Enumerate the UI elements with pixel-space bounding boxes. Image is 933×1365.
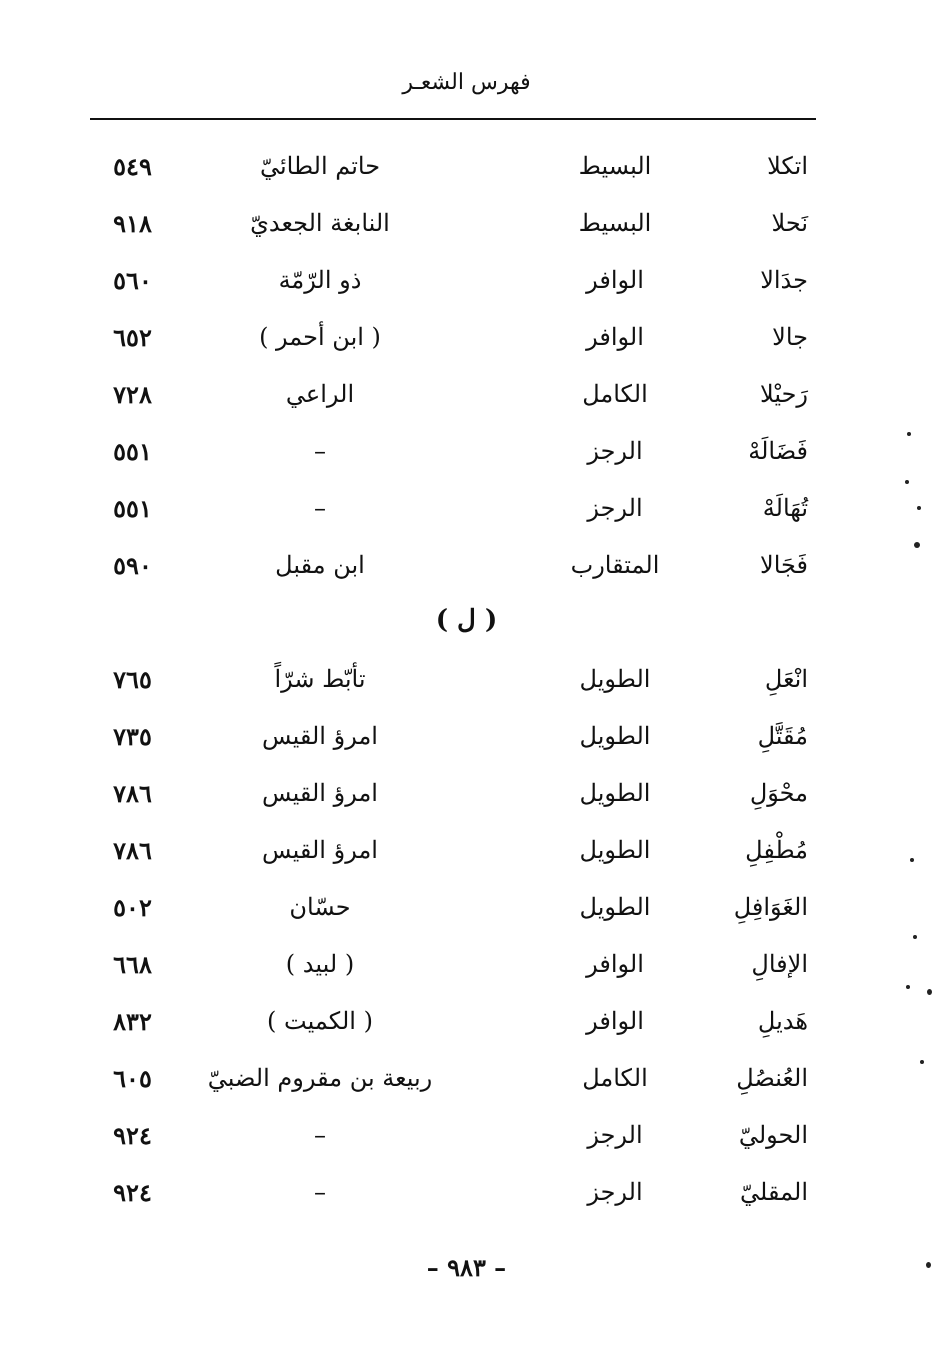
page-ref: ٧٨٦ (113, 779, 152, 808)
meter-name: الطويل (579, 893, 651, 921)
meter-name: المتقارب (570, 551, 660, 579)
margin-speck (913, 935, 917, 939)
page-ref: ٥٩٠ (113, 551, 152, 580)
page-ref: ٩٢٤ (113, 1178, 152, 1207)
margin-speck (914, 542, 920, 548)
index-row (0, 266, 933, 306)
index-row (0, 722, 933, 762)
page-ref: ٨٣٢ (113, 1007, 152, 1036)
meter-name: الطويل (579, 665, 651, 693)
rhyme-word: رَحيْلا (760, 380, 808, 408)
header-rule (90, 118, 816, 120)
rhyme-word: انْعَلِ (764, 665, 808, 693)
rhyme-word: جدَالا (760, 266, 808, 294)
rhyme-word: نَحلا (771, 209, 808, 237)
margin-speck (926, 1262, 931, 1268)
rhyme-word: الغَوَافِلِ (733, 893, 808, 921)
poet-name: – (314, 1121, 326, 1149)
poet-name: ( الكميت ) (267, 1007, 373, 1035)
page-number: – ٩٨٣ – (426, 1253, 507, 1282)
margin-speck (920, 1060, 924, 1064)
margin-speck (927, 989, 932, 995)
rhyme-word: تُهَالَهْ (762, 494, 808, 522)
meter-name: الوافر (586, 950, 644, 978)
running-header: فهرس الشعـر (402, 70, 531, 95)
meter-name: الكامل (582, 380, 648, 408)
rhyme-word: الإفالِ (751, 950, 808, 978)
page-ref: ٩١٨ (113, 209, 152, 238)
index-row (0, 380, 933, 420)
index-row (0, 1178, 933, 1218)
poet-name: – (314, 437, 326, 465)
meter-name: الرجز (587, 1121, 643, 1149)
meter-name: الوافر (586, 1007, 644, 1035)
page-ref: ٩٢٤ (113, 1121, 152, 1150)
poet-name: ابن مقبل (275, 551, 365, 579)
meter-name: الوافر (586, 266, 644, 294)
page-ref: ٧٢٨ (113, 380, 152, 409)
rhyme-word: المقليّ (740, 1178, 808, 1206)
page-ref: ٧٦٥ (113, 665, 152, 694)
poet-name: ربيعة بن مقروم الضبيّ (207, 1064, 433, 1092)
meter-name: الطويل (579, 722, 651, 750)
margin-speck (905, 480, 909, 484)
index-row (0, 209, 933, 249)
poet-name: حسّان (289, 893, 351, 921)
page-ref: ٦٥٢ (113, 323, 152, 352)
rhyme-word: فَضَالَهْ (748, 437, 808, 465)
meter-name: الكامل (582, 1064, 648, 1092)
index-row (0, 1121, 933, 1161)
index-row (0, 152, 933, 192)
page-ref: ٥٤٩ (113, 152, 152, 181)
rhyme-word: الحوليّ (738, 1121, 808, 1149)
page-ref: ٧٨٦ (113, 836, 152, 865)
index-row (0, 323, 933, 363)
index-row (0, 836, 933, 876)
meter-name: الطويل (579, 836, 651, 864)
meter-name: الرجز (587, 1178, 643, 1206)
page-ref: ٥٥١ (113, 437, 152, 466)
index-row (0, 437, 933, 477)
poet-name: النابغة الجعديّ (250, 209, 390, 237)
poet-name: ( ابن أحمر ) (259, 323, 381, 351)
poet-name: ذو الرّمّة (278, 266, 362, 294)
margin-speck (907, 432, 911, 436)
rhyme-word: فَجَالا (760, 551, 808, 579)
index-row (0, 551, 933, 591)
section-letter-lam: ( ل ) (435, 605, 498, 635)
rhyme-word: مُقَتَّلِ (757, 722, 808, 750)
rhyme-word: العُنصُلِ (736, 1064, 808, 1092)
meter-name: الرجز (587, 437, 643, 465)
meter-name: الرجز (587, 494, 643, 522)
index-row (0, 1064, 933, 1104)
index-row (0, 665, 933, 705)
poet-name: – (314, 1178, 326, 1206)
index-row (0, 494, 933, 534)
index-row (0, 1007, 933, 1047)
page-ref: ٥٠٢ (113, 893, 152, 922)
rhyme-word: جالا (772, 323, 808, 351)
poet-name: الراعي (285, 380, 355, 408)
index-row (0, 779, 933, 819)
page-ref: ٧٣٥ (113, 722, 152, 751)
rhyme-word: اتكلا (767, 152, 808, 180)
meter-name: الوافر (586, 323, 644, 351)
rhyme-word: هَديلِ (757, 1007, 808, 1035)
margin-speck (906, 985, 910, 989)
poet-name: – (314, 494, 326, 522)
page-ref: ٥٥١ (113, 494, 152, 523)
index-row (0, 950, 933, 990)
index-row (0, 893, 933, 933)
meter-name: البسيط (578, 209, 652, 237)
poet-name: ( لبيد ) (285, 950, 355, 978)
page-ref: ٦٦٨ (113, 950, 152, 979)
poet-name: امرؤ القيس (262, 779, 378, 807)
page-ref: ٦٠٥ (113, 1064, 152, 1093)
poet-name: امرؤ القيس (262, 836, 378, 864)
meter-name: الطويل (579, 779, 651, 807)
margin-speck (910, 858, 914, 862)
poet-name: امرؤ القيس (262, 722, 378, 750)
page-ref: ٥٦٠ (113, 266, 152, 295)
poet-name: تأبّط شرّاً (274, 665, 366, 693)
rhyme-word: محْوَلِ (749, 779, 808, 807)
rhyme-word: مُطْفِلِ (745, 836, 808, 864)
poet-name: حاتم الطائيّ (259, 152, 381, 180)
margin-speck (917, 506, 921, 510)
meter-name: البسيط (578, 152, 652, 180)
